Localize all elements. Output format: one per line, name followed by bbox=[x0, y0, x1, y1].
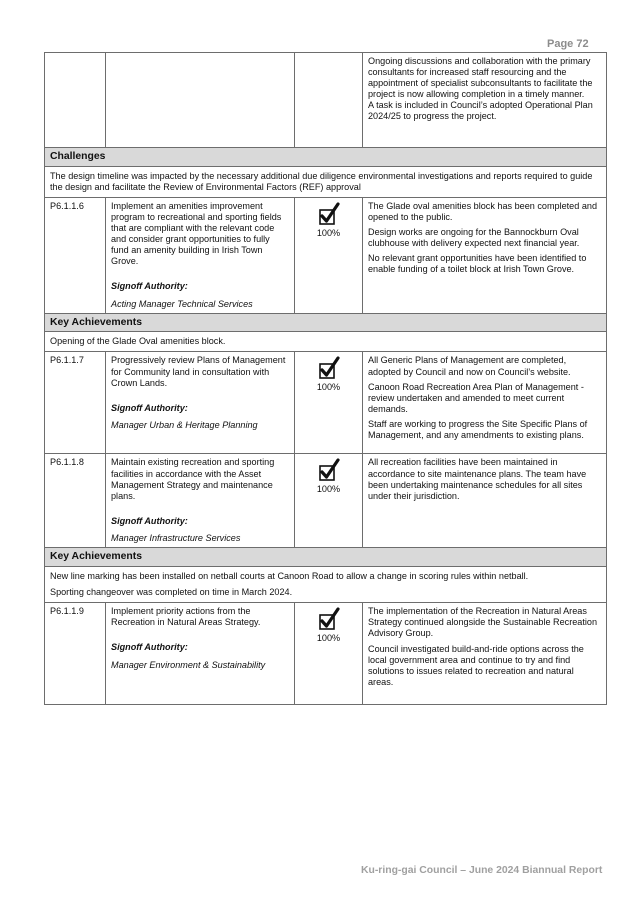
section-body-row bbox=[45, 567, 607, 603]
comment-text: All Generic Plans of Management are completed, adopted by Council and now on Council’s website. bbox=[368, 355, 571, 377]
action-cell bbox=[106, 454, 295, 548]
section-body-row bbox=[45, 332, 607, 352]
section-body-row bbox=[45, 166, 607, 197]
action-cell bbox=[106, 352, 295, 454]
code-cell bbox=[45, 197, 106, 313]
page-number: Page 72 bbox=[547, 38, 589, 50]
action-code: P6.1.1.9 bbox=[50, 606, 84, 617]
signoff-authority: Manager Environment & Sustainability bbox=[111, 659, 266, 670]
completion-percent: 100% bbox=[316, 633, 341, 644]
section-heading-row bbox=[45, 548, 607, 567]
signoff-authority: Manager Urban & Heritage Planning bbox=[111, 419, 258, 430]
action-cell bbox=[106, 603, 295, 705]
report-footer: Ku-ring-gai Council – June 2024 Biannual Report bbox=[361, 865, 603, 876]
progress-table bbox=[44, 52, 607, 705]
table-row bbox=[45, 603, 607, 705]
comment-text: All recreation facilities have been maintained in accordance to site maintenance plans. The team have been undertaking maintenance schedules for all sites under their jurisdiction. bbox=[368, 457, 587, 501]
status-cell bbox=[295, 53, 363, 148]
comment-cell bbox=[363, 197, 607, 313]
action-text: Maintain existing recreation and sporting facilities in accordance with the Asset Management Strategy and maintenance plans. bbox=[111, 457, 275, 501]
checkbox-tick-icon bbox=[317, 202, 341, 226]
achievement-text: New line marking has been installed on netball courts at Canoon Road to allow a change in scoring rules within netball. bbox=[50, 571, 529, 582]
section-body bbox=[45, 332, 607, 352]
comment-cell bbox=[363, 603, 607, 705]
comment-text: Council investigated build-and-ride options across the local government area and continue to try and find solutions to issues related to recreation and natural areas. bbox=[368, 643, 584, 687]
action-code: P6.1.1.7 bbox=[50, 355, 84, 366]
section-heading: Challenges bbox=[45, 148, 607, 167]
table-row bbox=[45, 352, 607, 454]
comment-text: A task is included in Council’s adopted Operational Plan 2024/25 to progress the project. bbox=[368, 100, 593, 122]
comment-text: Staff are working to progress the Site Specific Plans of Management, and any amendments to existing plans. bbox=[368, 418, 588, 440]
code-cell bbox=[45, 603, 106, 705]
comment-text: Design works are ongoing for the Bannockburn Oval clubhouse with delivery expected next financial year. bbox=[368, 227, 580, 249]
code-cell bbox=[45, 352, 106, 454]
achievement-text: Opening of the Glade Oval amenities block. bbox=[50, 336, 226, 347]
status-cell bbox=[295, 603, 363, 705]
code-cell bbox=[45, 454, 106, 548]
action-text: Implement priority actions from the Recreation in Natural Areas Strategy. bbox=[111, 606, 261, 628]
action-text: Progressively review Plans of Management for Community land in consultation with Crown Lands. bbox=[111, 355, 286, 388]
status-cell bbox=[295, 197, 363, 313]
challenge-text: The design timeline was impacted by the necessary additional due diligence environmental investigations and reports required to guide the design and facilitate the Review of Environmental Factors (REF) approval bbox=[50, 170, 593, 192]
section-heading: Key Achievements bbox=[45, 548, 607, 567]
signoff-label: Signoff Authority: bbox=[111, 281, 188, 292]
code-cell bbox=[45, 53, 106, 148]
signoff-label: Signoff Authority: bbox=[111, 642, 188, 653]
completion-percent: 100% bbox=[316, 484, 341, 495]
action-code: P6.1.1.6 bbox=[50, 200, 84, 211]
table-row bbox=[45, 53, 607, 148]
section-body bbox=[45, 166, 607, 197]
checkbox-tick-icon bbox=[317, 607, 341, 631]
comment-text: Canoon Road Recreation Area Plan of Management - review undertaken and amended to meet current demands. bbox=[368, 381, 584, 414]
action-text: Implement an amenities improvement program to recreational and sporting fields that are compliant with the relevant code and consider grant opportunities to fully fund an amenity building in Irish Town Grove. bbox=[111, 200, 282, 267]
section-heading-row bbox=[45, 148, 607, 167]
checkbox-tick-icon bbox=[317, 458, 341, 482]
comment-text: The implementation of the Recreation in Natural Areas Strategy continued alongside the Sustainable Recreation Advisory Group. bbox=[368, 606, 598, 639]
table-row bbox=[45, 454, 607, 548]
achievement-text: Sporting changeover was completed on time in March 2024. bbox=[50, 587, 293, 598]
checkbox-tick-icon bbox=[317, 356, 341, 380]
comment-cell bbox=[363, 454, 607, 548]
comment-text: Ongoing discussions and collaboration with the primary consultants for increased staff resourcing and the appointment of specialist subconsultants to facilitate the project is now allowing completion in a timely manner. bbox=[368, 56, 593, 100]
status-cell bbox=[295, 352, 363, 454]
signoff-authority: Acting Manager Technical Services bbox=[111, 298, 253, 309]
comment-text: The Glade oval amenities block has been completed and opened to the public. bbox=[368, 200, 597, 222]
status-cell bbox=[295, 454, 363, 548]
signoff-authority: Manager Infrastructure Services bbox=[111, 532, 241, 543]
comment-cell bbox=[363, 352, 607, 454]
action-cell bbox=[106, 197, 295, 313]
completion-percent: 100% bbox=[316, 227, 341, 238]
action-cell bbox=[106, 53, 295, 148]
section-heading: Key Achievements bbox=[45, 313, 607, 332]
signoff-label: Signoff Authority: bbox=[111, 515, 188, 526]
section-heading-row bbox=[45, 313, 607, 332]
completion-percent: 100% bbox=[316, 382, 341, 393]
comment-text: No relevant grant opportunities have been identified to enable funding of a toilet block at Irish Town Grove. bbox=[368, 253, 587, 275]
table-row bbox=[45, 197, 607, 313]
comment-cell bbox=[363, 53, 607, 148]
action-code: P6.1.1.8 bbox=[50, 457, 84, 468]
section-body bbox=[45, 567, 607, 603]
signoff-label: Signoff Authority: bbox=[111, 402, 188, 413]
